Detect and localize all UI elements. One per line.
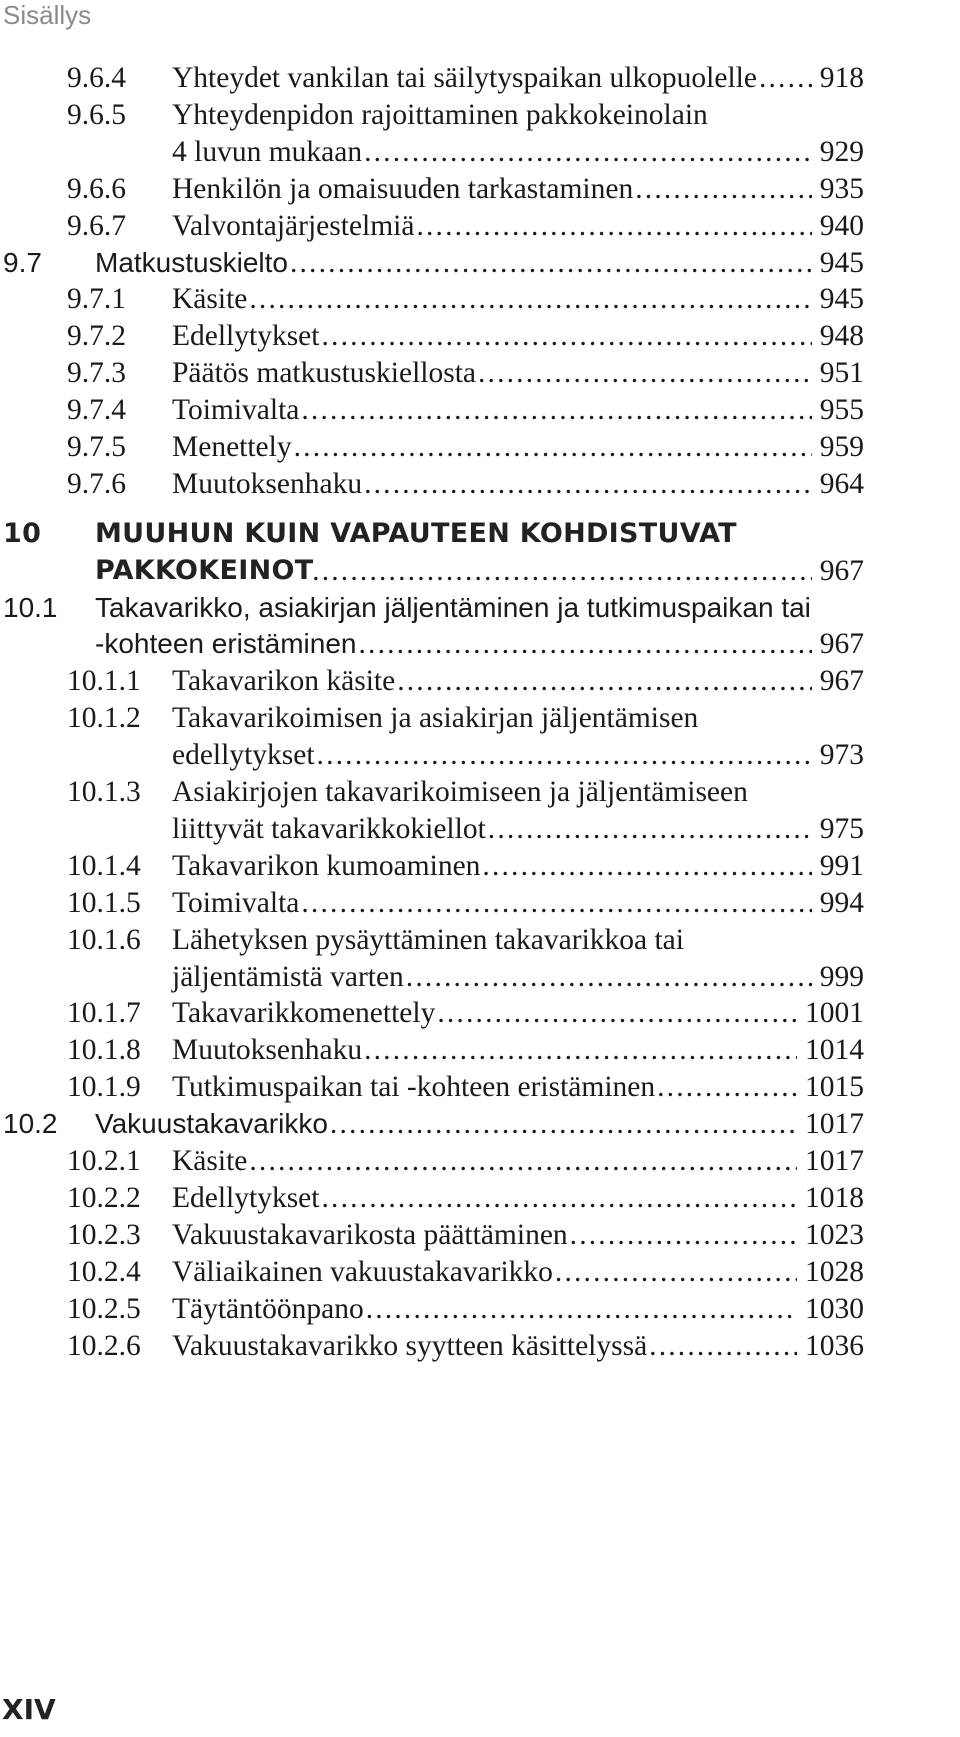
toc-entry-title: Vakuustakavarikko syytteen käsittelyssä [172, 1329, 648, 1362]
toc-entry-title: MUUHUN KUIN VAPAUTEEN KOHDISTUVAT [95, 517, 737, 549]
dot-leader [482, 846, 811, 886]
toc-entry-line [0, 809, 960, 849]
toc-entry-number: 10.2.5 [67, 1292, 141, 1325]
dot-leader [321, 316, 811, 356]
toc-entry-title: Väliaikainen vakuustakavarikko [172, 1255, 553, 1288]
toc-entry-number: 9.7.4 [67, 394, 126, 427]
toc-entry-title: Käsite [172, 283, 248, 316]
dot-leader [290, 243, 812, 283]
dot-leader [358, 624, 811, 664]
toc-entry-number: 10.2 [3, 1108, 58, 1140]
toc-entry-line [0, 1178, 960, 1218]
dot-leader [570, 1215, 797, 1255]
dot-leader [649, 1326, 797, 1366]
toc-entry-page: 918 [819, 62, 864, 94]
toc-entry-page: 967 [819, 665, 864, 698]
toc-entry-line [0, 1067, 960, 1107]
toc-entry-title: Menettely [172, 431, 292, 463]
toc-entry-page: 1030 [805, 1292, 864, 1325]
toc-entry-title: Asiakirjojen takavarikoimiseen ja jäljentämiseen [172, 776, 748, 808]
dot-leader [397, 661, 812, 701]
toc-entry-line [0, 427, 960, 467]
toc-entry-line [0, 883, 960, 923]
toc-entry-number: 10.1.8 [67, 1034, 141, 1067]
toc-entry-title: Edellytykset [172, 1181, 320, 1214]
dot-leader [657, 1067, 797, 1107]
toc-entry-line [0, 1289, 960, 1329]
dot-leader [488, 809, 812, 849]
toc-entry-line [0, 464, 960, 504]
dot-leader [364, 464, 812, 504]
toc-entry-title: Vakuustakavarikko [95, 1108, 328, 1140]
toc-entry-title: Takavarikon käsite [172, 665, 396, 698]
toc-entry-page: 935 [819, 172, 864, 205]
toc-entry-number: 10.1.4 [67, 849, 141, 882]
dot-leader [301, 883, 811, 923]
toc-entry-number: 9.7.5 [67, 431, 126, 463]
dot-leader [437, 993, 797, 1033]
toc-entry-number: 9.7 [3, 246, 42, 278]
toc-entry-number: 10.2.3 [67, 1218, 141, 1251]
toc-entry-line [0, 132, 960, 172]
toc-entry-line [0, 169, 960, 209]
dot-leader [416, 206, 811, 246]
dot-leader [364, 132, 812, 172]
toc-entry-title: Valvontajärjestelmiä [172, 209, 415, 242]
toc-entry-page: 1017 [805, 1145, 864, 1177]
toc-entry-title: -kohteen eristäminen [95, 628, 357, 660]
toc-entry-title: liittyvät takavarikkokiellot [172, 812, 486, 845]
dot-leader [249, 279, 811, 319]
page-number: XIV [2, 1693, 56, 1726]
toc-entry-line [0, 1252, 960, 1292]
toc-entry-title: Muutoksenhaku [172, 467, 363, 500]
toc-entry-number: 9.6.6 [67, 172, 126, 205]
dot-leader [294, 427, 812, 467]
toc-entry-title: PAKKOKEINOT [95, 554, 314, 586]
toc-entry-line [0, 846, 960, 886]
toc-entry-page: 1017 [805, 1108, 864, 1141]
dot-leader [312, 551, 812, 591]
toc-entry-title: Takavarikkomenettely [172, 997, 436, 1030]
toc-entry-title: Päätös matkustuskiellosta [172, 357, 476, 390]
toc-entry-line [0, 1326, 960, 1366]
dot-leader [366, 1289, 797, 1329]
toc-entry-number: 10.1.7 [67, 997, 141, 1030]
toc-entry-line [0, 514, 960, 554]
toc-entry-line [0, 1030, 960, 1070]
toc-entry-title: Edellytykset [172, 320, 320, 353]
toc-entry-page: 948 [819, 320, 864, 353]
toc-entry-number: 9.6.5 [67, 98, 126, 131]
toc-entry-number: 10.1.1 [67, 665, 141, 698]
toc-entry-page: 929 [819, 135, 864, 168]
toc-entry-title: Muutoksenhaku [172, 1034, 363, 1067]
dot-leader [321, 1178, 797, 1218]
toc-entry-page: 999 [819, 960, 864, 993]
toc-entry-line [0, 1104, 960, 1144]
toc-entry-page: 1001 [805, 997, 864, 1030]
toc-entry-line [0, 698, 960, 738]
toc-entry-number: 10.1.3 [67, 776, 141, 808]
toc-entry-title: Yhteydenpidon rajoittaminen pakkokeinolain [172, 98, 708, 131]
toc-entry-number: 9.7.1 [67, 283, 126, 316]
toc-entry-page: 945 [819, 283, 864, 316]
toc-entry-line [0, 279, 960, 319]
toc-entry-title: 4 luvun mukaan [172, 135, 363, 168]
toc-entry-title: Yhteydet vankilan tai säilytyspaikan ulkopuolelle [172, 62, 757, 94]
dot-leader [555, 1252, 797, 1292]
toc-entry-page: 1015 [805, 1071, 864, 1104]
toc-entry-line [0, 735, 960, 775]
toc-entry-line [0, 588, 960, 628]
dot-leader [406, 957, 812, 997]
toc-entry-line [0, 551, 960, 591]
toc-entry-page: 945 [819, 246, 864, 279]
toc-entry-number: 10.2.4 [67, 1255, 141, 1288]
running-header: Sisällys [3, 0, 92, 30]
toc-entry-page: 955 [819, 394, 864, 427]
toc-entry-page: 959 [819, 431, 864, 463]
toc-entry-title: Takavarikko, asiakirjan jäljentäminen ja tutkimuspaikan tai [95, 591, 811, 623]
toc-entry-title: Vakuustakavarikosta päättäminen [172, 1218, 568, 1251]
dot-leader [317, 735, 812, 775]
toc-entry-line [0, 316, 960, 356]
toc-entry-title: edellytykset [172, 739, 315, 772]
toc-entry-line [0, 993, 960, 1033]
toc-entry-title: Lähetyksen pysäyttäminen takavarikkoa tai [172, 923, 684, 956]
toc-entry-line [0, 920, 960, 960]
toc-entry-title: Toimivalta [172, 886, 300, 919]
toc-entry-line [0, 95, 960, 135]
toc-entry-number: 10.1.2 [67, 702, 141, 735]
toc-entry-number: 10 [3, 517, 42, 549]
toc-entry-title: Täytäntöönpano [172, 1292, 364, 1325]
toc-entry-line [0, 772, 960, 812]
toc-entry-page: 973 [819, 739, 864, 772]
toc-entry-title: Matkustuskielto [95, 246, 288, 278]
toc-entry-number: 10.1.9 [67, 1071, 141, 1104]
toc-entry-title: Henkilön ja omaisuuden tarkastaminen [172, 172, 634, 205]
toc-entry-number: 10.2.2 [67, 1181, 141, 1214]
toc-entry-line [0, 661, 960, 701]
toc-entry-line [0, 1215, 960, 1255]
toc-entry-number: 9.7.6 [67, 467, 126, 500]
toc-entry-title: jäljentämistä varten [172, 960, 404, 993]
dot-leader [478, 353, 812, 393]
toc-entry-line [0, 624, 960, 664]
toc-entry-number: 9.6.7 [67, 209, 126, 242]
toc-entry-page: 1023 [805, 1218, 864, 1251]
toc-entry-title: Tutkimuspaikan tai -kohteen eristäminen [172, 1071, 656, 1104]
toc-entry-number: 10.2.6 [67, 1329, 141, 1362]
toc-entry-page: 994 [819, 886, 864, 919]
toc-entry-number: 10.1.5 [67, 886, 141, 919]
toc-entry-title: Käsite [172, 1145, 248, 1177]
toc-entry-line [0, 58, 960, 98]
dot-leader [249, 1141, 797, 1181]
toc-entry-number: 9.7.2 [67, 320, 126, 353]
toc-entry-line [0, 243, 960, 283]
toc-entry-title: Toimivalta [172, 394, 300, 427]
toc-entry-number: 10.2.1 [67, 1145, 141, 1177]
toc-entry-page: 967 [819, 554, 864, 587]
dot-leader [364, 1030, 797, 1070]
toc-entry-title: Takavarikon kumoaminen [172, 849, 481, 882]
toc-entry-page: 975 [819, 812, 864, 845]
toc-entry-number: 10.1 [3, 591, 58, 623]
toc-entry-line [0, 353, 960, 393]
toc-entry-page: 991 [819, 849, 864, 882]
toc-entry-line [0, 1141, 960, 1181]
toc-entry-page: 1018 [805, 1181, 864, 1214]
toc-entry-page: 940 [819, 209, 864, 242]
toc-entry-title: Takavarikoimisen ja asiakirjan jäljentämisen [172, 702, 699, 735]
toc-entry-page: 1036 [805, 1329, 864, 1362]
toc-entry-page: 1014 [805, 1034, 864, 1067]
dot-leader [301, 390, 811, 430]
toc-entry-line [0, 206, 960, 246]
toc-entry-line [0, 957, 960, 997]
toc-entry-page: 967 [819, 628, 864, 661]
dot-leader [330, 1104, 797, 1144]
toc-entry-page: 964 [819, 467, 864, 500]
toc-entry-number: 9.6.4 [67, 62, 126, 94]
toc-entry-number: 10.1.6 [67, 923, 141, 956]
toc-entry-number: 9.7.3 [67, 357, 126, 390]
toc-entry-line [0, 390, 960, 430]
toc-entry-page: 951 [819, 357, 864, 390]
toc-entry-page: 1028 [805, 1255, 864, 1288]
